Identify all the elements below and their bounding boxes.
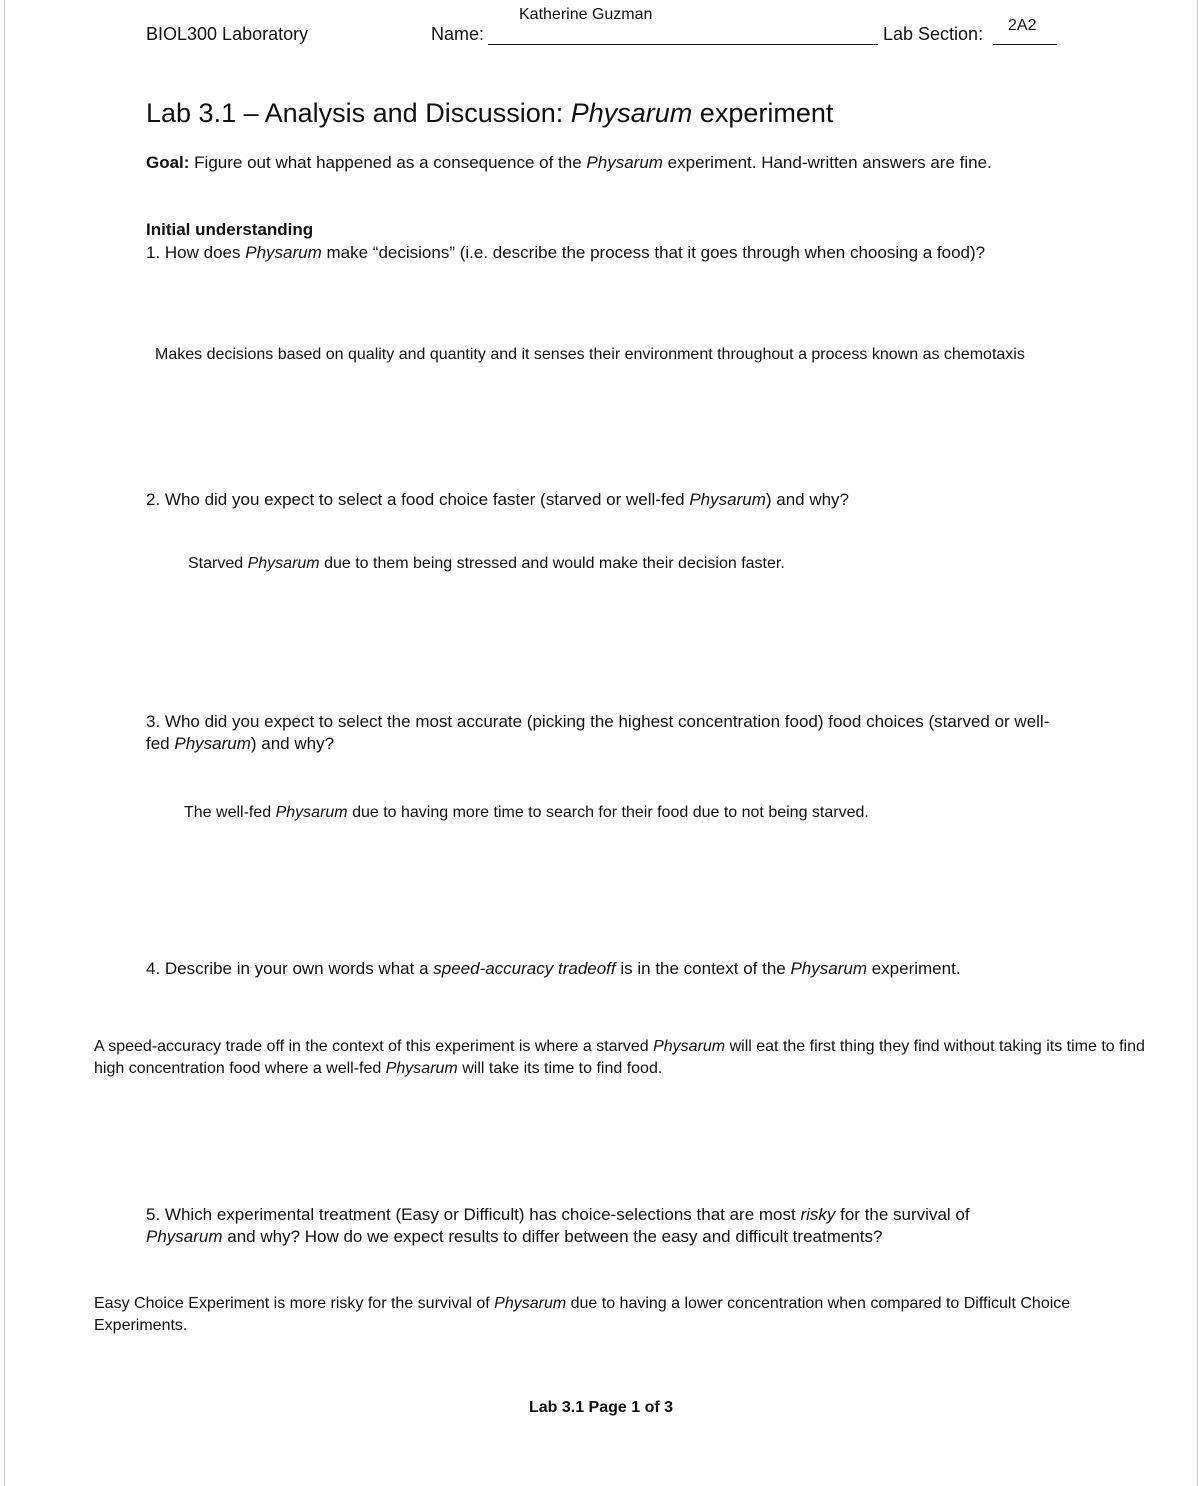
question-5 [146, 1204, 1016, 1248]
lab-section-label: Lab Section: [883, 24, 984, 44]
title-suffix: experiment [692, 98, 834, 128]
answer-4 [94, 1036, 1154, 1080]
answer-3-italic: Physarum [275, 804, 348, 821]
question-2-italic: Physarum [689, 490, 766, 509]
course-title: BIOL300 Laboratory [146, 24, 309, 44]
answer-5-text: Easy Choice Experiment is more risky for the survival of [94, 1295, 495, 1312]
question-5-italic: risky [800, 1205, 836, 1224]
question-1 [146, 242, 1056, 264]
goal-text-1: Figure out what happened as a consequence of the [189, 153, 587, 172]
question-1-text: 1. How does [146, 243, 246, 262]
goal-italic: Physarum [586, 153, 663, 172]
goal-label: Goal: [146, 153, 190, 172]
lab-section-underline [993, 44, 1057, 45]
question-4-italic-2: Physarum [790, 959, 867, 978]
question-2 [146, 489, 1056, 511]
question-3-text-end: ) and why? [250, 734, 335, 753]
question-1-italic: Physarum [245, 243, 322, 262]
document-page [4, 0, 1198, 1486]
answer-3-text: The well-fed [184, 804, 276, 821]
answer-1: Makes decisions based on quality and quantity and it senses their environment throughout a process known as chemotaxis [155, 346, 1025, 363]
answer-4-text-mid: will eat the first thing they find without taking its time to find high concentration food where a well-fed [94, 1038, 1145, 1077]
question-3 [146, 711, 1056, 755]
answer-5 [94, 1293, 1164, 1337]
answer-4-text: A speed-accuracy trade off in the context of this experiment is where a starved [94, 1038, 654, 1055]
question-5-text-end: and why? How do we expect results to differ between the easy and difficult treatments? [222, 1227, 883, 1246]
answer-2-text-end: due to them being stressed and would make their decision faster. [319, 555, 785, 572]
name-value: Katherine Guzman [519, 6, 653, 23]
answer-4-italic: Physarum [653, 1038, 726, 1055]
question-5-italic-2: Physarum [146, 1227, 223, 1246]
question-1-text-end: make “decisions” (i.e. describe the process that it goes through when choosing a food)? [321, 243, 986, 262]
answer-5-italic: Physarum [494, 1295, 567, 1312]
answer-2-italic: Physarum [247, 555, 320, 572]
answer-4-text-end: will take its time to find food. [457, 1060, 663, 1077]
page-footer: Lab 3.1 Page 1 of 3 [528, 1399, 674, 1416]
name-label: Name: [431, 24, 485, 44]
answer-2-text: Starved [188, 555, 248, 572]
section-heading: Initial understanding [146, 220, 314, 239]
title-prefix: Lab 3.1 – Analysis and Discussion: [146, 98, 571, 128]
question-4-text-end: experiment. [867, 959, 961, 978]
answer-5-text-end: due to having a lower concentration when compared to Difficult Choice Experiments. [94, 1295, 1071, 1334]
answer-3 [184, 802, 1084, 824]
name-underline [488, 44, 878, 45]
answer-2 [188, 553, 1088, 575]
question-5-text: 5. Which experimental treatment (Easy or Difficult) has choice-selections that are most [146, 1205, 801, 1224]
lab-section-value: 2A2 [1008, 17, 1037, 34]
question-4 [146, 958, 1006, 980]
answer-4-italic-2: Physarum [385, 1060, 458, 1077]
question-4-text-mid: is in the context of the [615, 959, 791, 978]
question-4-text: 4. Describe in your own words what a [146, 959, 434, 978]
question-4-italic: speed-accuracy tradeoff [433, 959, 616, 978]
title-italic: Physarum [570, 98, 693, 128]
goal-text-2: experiment. Hand-written answers are fine. [662, 153, 992, 172]
question-3-text: 3. Who did you expect to select the most accurate (picking the highest concentration food) food choices (starved or well-fed [146, 712, 1050, 753]
question-5-text-mid: for the survival of [835, 1205, 970, 1224]
goal-paragraph [146, 152, 1046, 174]
page-title [146, 98, 833, 129]
answer-3-text-end: due to having more time to search for their food due to not being starved. [347, 804, 869, 821]
question-2-text: 2. Who did you expect to select a food choice faster (starved or well-fed [146, 490, 690, 509]
question-2-text-end: ) and why? [765, 490, 850, 509]
question-3-italic: Physarum [174, 734, 251, 753]
